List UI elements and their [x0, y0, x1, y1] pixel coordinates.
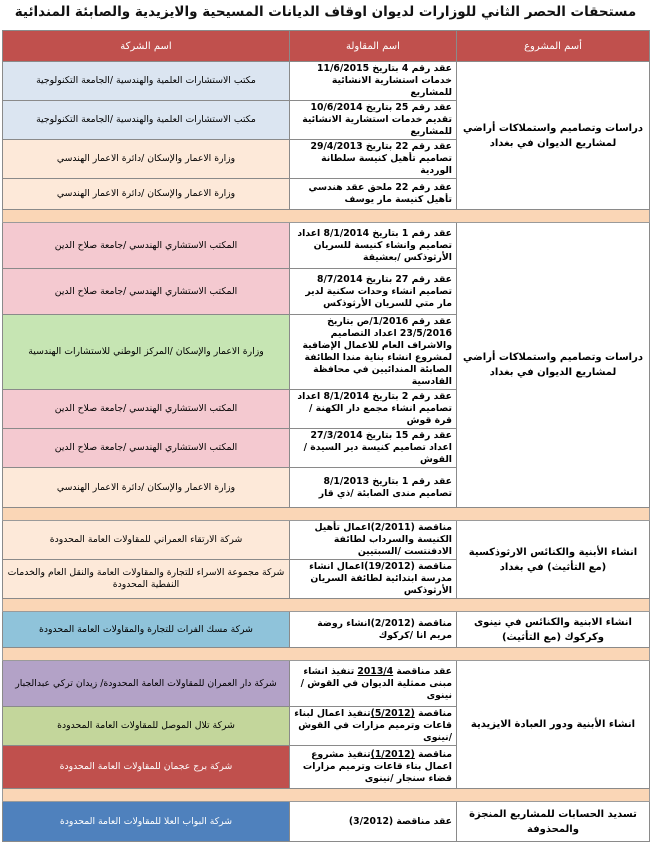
- table-header-row: [3, 31, 650, 62]
- project-name: دراسات وتصاميم واستملاكات أراضي لمشاريع الديوان في بغداد: [457, 223, 650, 508]
- company-cell: المكتب الاستشاري الهندسي /جامعة صلاح الدين: [3, 269, 290, 315]
- company-cell: شركة الارتقاء العمراني للمقاولات العامة المحدودة: [3, 521, 290, 560]
- company-cell: مكتب الاستشارات العلمية والهندسية /الجامعة التكنولوجية: [3, 101, 290, 140]
- table-row: [3, 802, 650, 842]
- table-row: [3, 661, 650, 707]
- table-row: [3, 223, 650, 269]
- contract-cell: عقد مناقصة (3/2012): [290, 802, 457, 842]
- table-row: [3, 62, 650, 101]
- contract-cell: عقد رقم 4 بتاريخ 11/6/2015 خدمات استشارية الانشائية للمشاريع: [290, 62, 457, 101]
- company-cell: المكتب الاستشاري الهندسي /جامعة صلاح الدين: [3, 429, 290, 468]
- company-cell: شركة مجموعة الاسراء للتجارة والمقاولات العامة والنقل العام والخدمات النفطية المحدودة: [3, 560, 290, 599]
- contract-cell: عقد رقم 22 بتاريخ 29/4/2013 تصاميم تأهيل كنيسة سلطانة الوردية: [290, 140, 457, 179]
- company-cell: المكتب الاستشاري الهندسي /جامعة صلاح الدين: [3, 390, 290, 429]
- project-name: انشاء الأبنية ودور العبادة الايزيدية: [457, 661, 650, 789]
- projects-table: [2, 30, 650, 842]
- company-cell: شركة تلال الموصل للمقاولات العامة المحدودة: [3, 707, 290, 746]
- contract-cell: عقد رقم 25 بتاريخ 10/6/2014 تقديم خدمات استشارية الانشائية للمشاريع: [290, 101, 457, 140]
- company-cell: شركة مسك الفرات للتجارة والمقاولات العامة المحدودة: [3, 612, 290, 648]
- project-name: انشاء الابنية والكنائس في نينوى وكركوك (مع التأثيث): [457, 612, 650, 648]
- project-name: دراسات وتصاميم واستملاكات أراضي لمشاريع الديوان في بغداد: [457, 62, 650, 210]
- header-project: أسم المشروع: [457, 31, 650, 62]
- header-company: اسم الشركة: [3, 31, 290, 62]
- company-cell: مكتب الاستشارات العلمية والهندسية /الجامعة التكنولوجية: [3, 62, 290, 101]
- company-cell: شركة دار العمران للمقاولات العامة المحدودة/ زيدان تركي عبدالجبار: [3, 661, 290, 707]
- header-contract: اسم المقاولة: [290, 31, 457, 62]
- contract-cell: مناقصة (19/2012)اعمال انشاء مدرسة ابتدائية لطائفة السريان الأرثوذكس: [290, 560, 457, 599]
- contract-cell: عقد مناقصة 2013/4 تنفيذ انشاء مبنى ممثلية الديوان في القوش /نينوى: [290, 661, 457, 707]
- contract-cell: عقد رقم 15 بتاريخ 27/3/2014 اعداد تصاميم كنيسة دير السيدة /القوش: [290, 429, 457, 468]
- contract-cell: عقد رقم 1/2016/ص بتاريخ 23/5/2016 اعداد التصاميم والاشراف العام للاعمال الإضافية لمشروع انشاء بناية مندا الطائفة الصابئة المندائيين في محافظة القادسية: [290, 315, 457, 390]
- project-name: تسديد الحسابات للمشاريع المنجزة والمحذوفة: [457, 802, 650, 842]
- contract-cell: عقد رقم 1 بتاريخ 8/1/2014 اعداد تصاميم وانشاء كنيسة للسريان الأرثوذكس /بعشيقة: [290, 223, 457, 269]
- company-cell: وزارة الاعمار والإسكان /المركز الوطني للاستشارات الهندسية: [3, 315, 290, 390]
- contract-cell: عقد رقم 1 بتاريخ 8/1/2013 تصاميم مندى الصابئة /ذي قار: [290, 468, 457, 508]
- contract-cell: عقد رقم 27 بتاريخ 8/7/2014 تصاميم انشاء وحدات سكنية لدير مار متي للسريان الأرثوذكس: [290, 269, 457, 315]
- company-cell: شركة البواب العلا للمقاولات العامة المحدودة: [3, 802, 290, 842]
- contract-cell: مناقصة (2/2011)اعمال تأهيل الكنيسة والسرداب لطائفة الادفنتست /السبتيين: [290, 521, 457, 560]
- separator-row: [3, 599, 650, 612]
- project-name: انشاء الأبنية والكنائس الارثوذكسية (مع التأثيث) في بغداد: [457, 521, 650, 599]
- separator-row: [3, 210, 650, 223]
- table-row: [3, 521, 650, 560]
- company-cell: وزارة الاعمار والإسكان /دائرة الاعمار الهندسي: [3, 468, 290, 508]
- separator-row: [3, 648, 650, 661]
- contract-cell: مناقصة (5/2012)تنفيذ اعمال لبناء قاعات وترميم مزارات في القوش /نينوى: [290, 707, 457, 746]
- contract-cell: مناقصة (2/2012)انشاء روضة مريم انا /كركوك: [290, 612, 457, 648]
- contract-cell: عقد رقم 22 ملحق عقد هندسي تأهيل كنيسة مار يوسف: [290, 179, 457, 210]
- page-title: مستحقات الحصر الثاني للوزارات لديوان اوقاف الديانات المسيحية والايزيدية والصابئة المندائية: [14, 4, 637, 20]
- company-cell: وزارة الاعمار والإسكان /دائرة الاعمار الهندسي: [3, 179, 290, 210]
- company-cell: المكتب الاستشاري الهندسي /جامعة صلاح الدين: [3, 223, 290, 269]
- table-row: [3, 612, 650, 648]
- company-cell: وزارة الاعمار والإسكان /دائرة الاعمار الهندسي: [3, 140, 290, 179]
- separator-row: [3, 508, 650, 521]
- contract-cell: مناقصة (1/2012)تنفيذ مشروع اعمال بناء قاعات وترميم مزارات قضاء سنجار /نينوى: [290, 746, 457, 789]
- contract-cell: عقد رقم 2 بتاريخ 8/1/2014 اعداد تصاميم انشاء مجمع دار الكهنة /قرة قوش: [290, 390, 457, 429]
- company-cell: شركة برج عجمان للمقاولات العامة المحدودة: [3, 746, 290, 789]
